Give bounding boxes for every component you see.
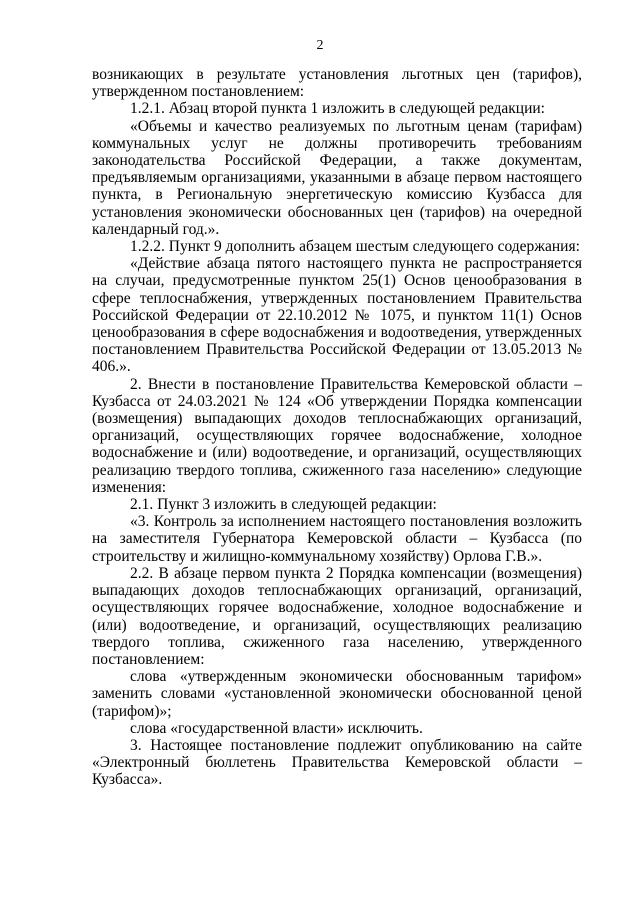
paragraph-words-replace: слова «утвержденным экономически обоснованным тарифом» заменить словами «установленной экономически обоснованной ценой (тарифом)»; [92,668,582,720]
paragraph-2-2: 2.2. В абзаце первом пункта 2 Порядка компенсации (возмещения) выпадающих доходов теплоснабжающих организаций, организаций, осуществляющих горячее водоснабжение, холодное водоснабжение и (или) водоотведение, и организаций, осуществляющих реализацию твердого топлива, сжиженного газа населению, утвержденного постановлением: [92,564,582,668]
paragraph-words-exclude: слова «государственной власти» исключить. [130,719,423,737]
paragraph-quote-volumes: «Объемы и качество реализуемых по льготным ценам (тарифам) коммунальных услуг не должны противоречить требованиям законодательства Российской Федерации, а также документам, предъявляемым организациями, указанными в абзаце первом настоящего пункта, в Региональную энергетическую комиссию Кузбасса для установления экономически обоснованных цен (тарифов) на очередной календарный год.». [92,117,582,238]
paragraph-continuation: возникающих в результате установления льготных цен (тарифов), утвержденном постановлением: [92,66,582,101]
paragraph-2-1: 2.1. Пункт 3 изложить в следующей редакции: [130,496,437,514]
paragraph-3: 3. Настоящее постановление подлежит опубликованию на сайте «Электронный бюллетень Правительства Кемеровской области – Кузбасса». [92,736,582,789]
page-number: 2 [316,38,324,53]
paragraph-1-2-2: 1.2.2. Пункт 9 дополнить абзацем шестым следующего содержания: [130,238,580,256]
document-body [92,66,582,789]
paragraph-2: 2. Внести в постановление Правительства Кемеровской области – Кузбасса от 24.03.2021 № 124 «Об утверждении Порядка компенсации (возмещения) выпадающих доходов теплоснабжающих организаций, организаций, осуществляющих горячее водоснабжение, холодное водоснабжение и (или) водоотведение, и организаций, осуществляющих реализацию твердого топлива, сжиженного газа населению» следующие изменения: [92,375,582,496]
paragraph-quote-control: «3. Контроль за исполнением настоящего постановления возложить на заместителя Губернатора Кемеровской области – Кузбасса (по строительству и жилищно-коммунальному хозяйству) Орлова Г.В.». [92,513,582,565]
paragraph-1-2-1: 1.2.1. Абзац второй пункта 1 изложить в следующей редакции: [130,100,545,118]
paragraph-quote-action: «Действие абзаца пятого настоящего пункта не распространяется на случаи, предусмотренные пунктом 25(1) Основ ценообразования в сфере теплоснабжения, утвержденных постановлением Правительства Российской Федерации от 22.10.2012 № 1075, и пунктом 11(1) Основ ценообразования в сфере водоснабжения и водоотведения, утвержденных постановлением Правительства Российской Федерации от 13.05.2013 № 406.». [92,255,582,376]
